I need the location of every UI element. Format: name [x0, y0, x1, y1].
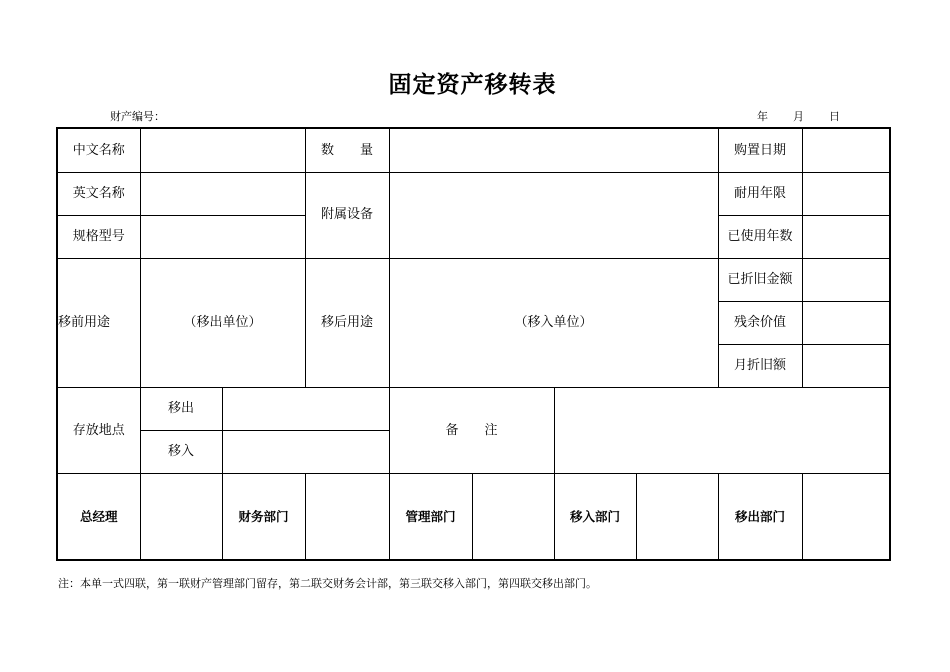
out-unit-placeholder[interactable]: （移出单位） [140, 258, 305, 387]
field-en-name[interactable] [140, 172, 305, 215]
date-day-label: 日 [829, 110, 840, 123]
field-quantity[interactable] [389, 128, 718, 172]
field-depreciated-amount[interactable] [802, 258, 890, 301]
label-management-dept: 管理部门 [389, 474, 472, 560]
label-receiving-dept: 移入部门 [554, 474, 636, 560]
field-service-life[interactable] [802, 172, 890, 215]
footnote: 注：本单一式四联，第一联财产管理部门留存，第二联交财务会计部，第三联交移入部门，第四联交移出部门。 [58, 577, 597, 590]
label-remarks: 备 注 [389, 388, 554, 474]
label-use-before: 移前用途 [57, 258, 140, 387]
sign-finance-dept[interactable] [305, 474, 389, 560]
field-monthly-depreciation[interactable] [802, 344, 890, 387]
label-general-manager: 总经理 [57, 474, 140, 560]
date-month-label: 月 [793, 110, 804, 123]
label-depreciated-amount: 已折旧金额 [718, 258, 802, 301]
in-unit-placeholder[interactable]: （移入单位） [389, 258, 718, 387]
field-years-used[interactable] [802, 215, 890, 258]
label-cn-name: 中文名称 [57, 128, 140, 172]
field-purchase-date[interactable] [802, 128, 890, 172]
field-move-out-location[interactable] [222, 388, 389, 431]
date-line [757, 108, 840, 124]
sign-general-manager[interactable] [140, 474, 222, 560]
label-finance-dept: 财务部门 [222, 474, 305, 560]
label-use-after: 移后用途 [305, 258, 389, 387]
label-residual-value: 残余价值 [718, 301, 802, 344]
label-purchase-date: 购置日期 [718, 128, 802, 172]
label-quantity: 数 量 [305, 128, 389, 172]
sign-sending-dept[interactable] [802, 474, 890, 560]
sign-management-dept[interactable] [472, 474, 554, 560]
date-year-label: 年 [757, 110, 768, 123]
asset-number-label: 财产编号： [110, 110, 165, 123]
field-remarks[interactable] [554, 388, 890, 474]
label-years-used: 已使用年数 [718, 215, 802, 258]
label-storage-location: 存放地点 [57, 388, 140, 474]
field-accessories[interactable] [389, 172, 718, 258]
label-service-life: 耐用年限 [718, 172, 802, 215]
label-en-name: 英文名称 [57, 172, 140, 215]
transfer-form-table [56, 127, 891, 561]
sign-receiving-dept[interactable] [636, 474, 718, 560]
label-sending-dept: 移出部门 [718, 474, 802, 560]
field-spec-model[interactable] [140, 215, 305, 258]
label-monthly-depreciation: 月折旧额 [718, 344, 802, 387]
field-residual-value[interactable] [802, 301, 890, 344]
page-title: 固定资产移转表 [388, 72, 557, 98]
label-move-out: 移出 [140, 388, 222, 431]
field-cn-name[interactable] [140, 128, 305, 172]
label-spec-model: 规格型号 [57, 215, 140, 258]
label-accessories: 附属设备 [305, 172, 389, 258]
label-move-in: 移入 [140, 431, 222, 474]
field-move-in-location[interactable] [222, 431, 389, 474]
